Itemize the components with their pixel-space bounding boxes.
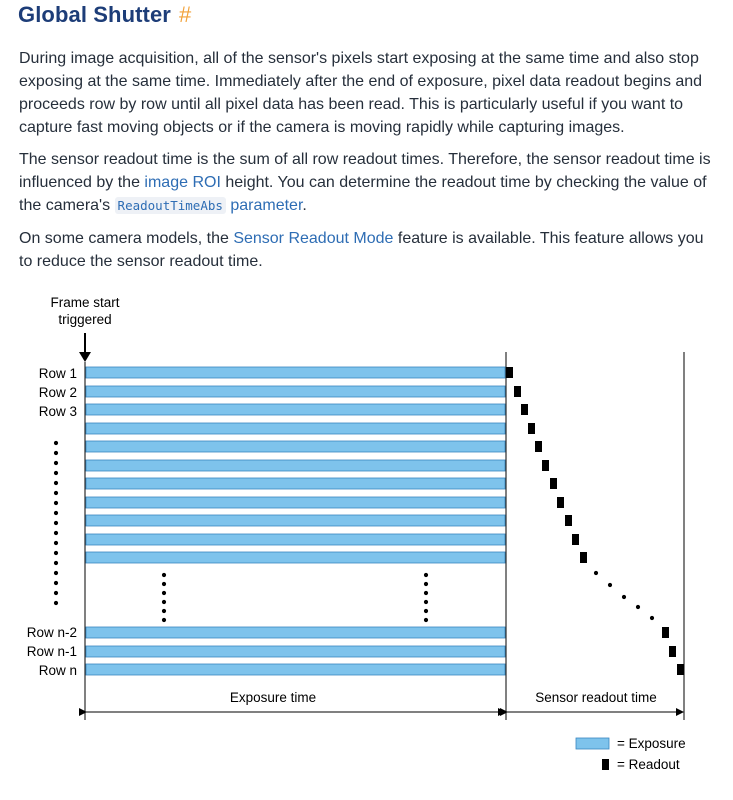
page-title <box>18 2 191 28</box>
readout-block <box>550 478 557 489</box>
heading-text: Global Shutter <box>18 2 171 27</box>
readout-time-label: Sensor readout time <box>535 690 657 705</box>
frame-start-label-line1: Frame start <box>50 295 120 310</box>
exposure-bar <box>86 367 505 378</box>
row-label: Row 1 <box>38 366 77 381</box>
readout-block <box>572 534 579 545</box>
readout-block <box>669 646 676 657</box>
global-shutter-timing-diagram <box>0 280 733 790</box>
paragraph-mode-text-2: feature is available. This feature allows you to reduce the sensor readout time. <box>19 230 704 270</box>
paragraph-readout-text-3: . <box>302 197 307 214</box>
readout-block <box>565 515 572 526</box>
readout-block <box>580 552 587 563</box>
legend-exposure-swatch <box>576 738 609 749</box>
exposure-bar <box>86 515 505 526</box>
exposure-bar <box>86 441 505 452</box>
legend-readout-swatch <box>602 759 609 770</box>
row-label: Row 2 <box>38 385 77 400</box>
row-label: Row 3 <box>38 404 77 419</box>
exposure-bar <box>86 627 505 638</box>
exposure-bar <box>86 386 505 397</box>
row-label: Row n <box>38 663 77 678</box>
readout-block <box>557 497 564 508</box>
paragraph-readout-mode <box>19 227 719 273</box>
image-roi-link[interactable]: image ROI <box>144 174 221 191</box>
exposure-bars <box>86 367 505 675</box>
exposure-bar <box>86 478 505 489</box>
parameter-link[interactable]: parameter <box>230 197 303 214</box>
readout-block <box>542 460 549 471</box>
heading-anchor-link[interactable]: # <box>178 2 192 27</box>
readout-block <box>535 441 542 452</box>
frame-start-label-line2: triggered <box>58 312 112 327</box>
readout-block <box>677 664 684 675</box>
sensor-readout-mode-link[interactable]: Sensor Readout Mode <box>233 230 394 247</box>
paragraph-readout-text-2: height. You can determine the readout time by checking the value of the camera's <box>19 174 707 214</box>
exposure-time-label: Exposure time <box>229 690 317 705</box>
readout-block <box>528 423 535 434</box>
frame-start-arrow-head <box>79 352 91 362</box>
readout-block <box>662 627 669 638</box>
exposure-bar <box>86 423 505 434</box>
exposure-bar <box>86 552 505 563</box>
readout-time-abs-code: ReadoutTimeAbs <box>115 197 226 214</box>
exposure-bar <box>86 404 505 415</box>
exposure-bar <box>86 497 505 508</box>
legend-exposure-label: = Exposure <box>617 736 686 751</box>
readout-block <box>521 404 528 415</box>
exposure-bar <box>86 460 505 471</box>
exposure-bar <box>86 534 505 545</box>
readout-blocks <box>506 367 684 675</box>
paragraph-intro: During image acquisition, all of the sensor's pixels start exposing at the same time and also stop exposing at the same time. Immediately after the end of exposure, pixel data readout begins and proceeds row by row until all pixel data has been read. This is particularly useful if you want to capture fast moving objects or if the camera is moving rapidly while capturing images. <box>19 50 703 136</box>
paragraph-readout <box>19 148 719 217</box>
readout-block <box>506 367 513 378</box>
exposure-bar <box>86 646 505 657</box>
exposure-bar <box>86 664 505 675</box>
legend-readout-label: = Readout <box>617 757 680 772</box>
paragraph-readout-text-1: The sensor readout time is the sum of all row readout times. Therefore, the sensor readout time is influenced by the <box>19 151 711 191</box>
paragraph-mode-text-1: On some camera models, the <box>19 230 234 247</box>
row-label: Row n-2 <box>26 625 77 640</box>
row-label: Row n-1 <box>26 644 77 659</box>
readout-block <box>514 386 521 397</box>
